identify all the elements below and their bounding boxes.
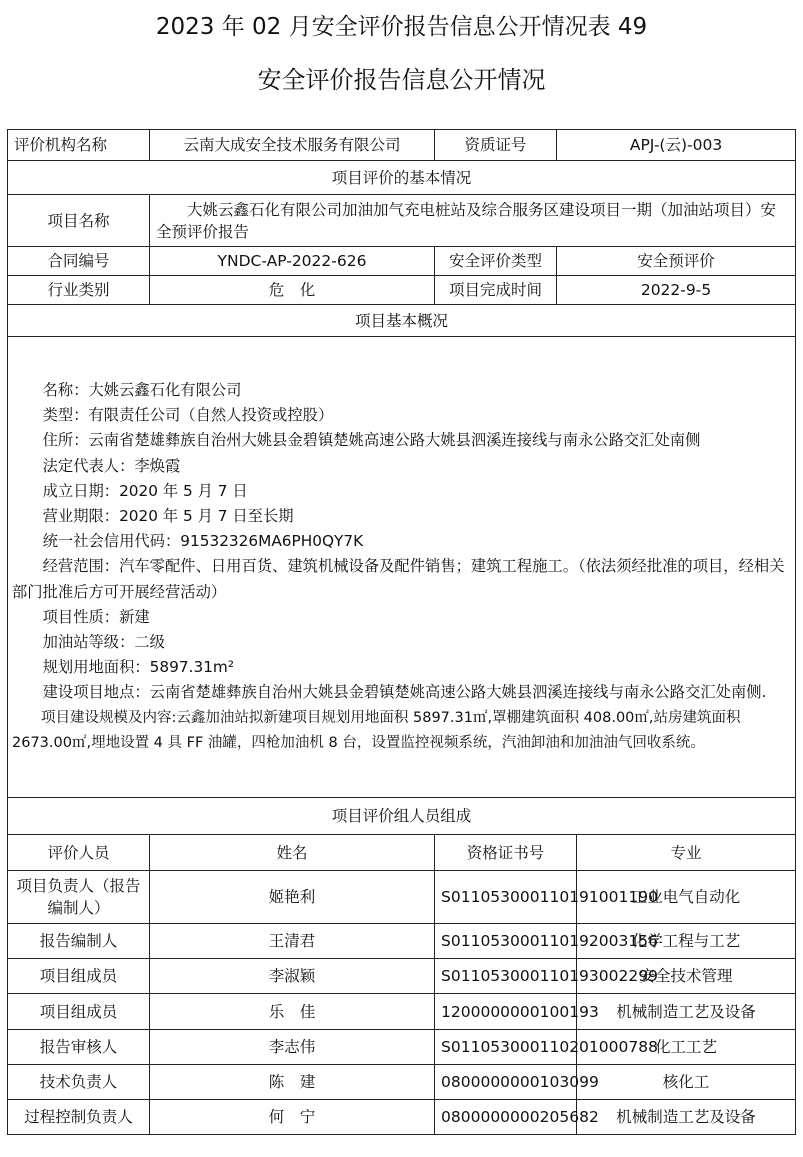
- overview-line: 统一社会信用代码：91532326MA6PH0QY7K: [42, 532, 364, 551]
- overview-line: 建设项目地点：云南省楚雄彝族自治州大姚县金碧镇楚姚高速公路大姚县泗溪连接线与南永公路交汇处南侧.: [42, 683, 767, 702]
- member-name: 何 宁: [150, 1100, 435, 1135]
- overview-line: 项目性质：新建: [42, 607, 150, 626]
- overview-line: 营业期限：2020 年 5 月 7 日至长期: [42, 506, 294, 525]
- member-cert: 0800000000205682: [435, 1100, 577, 1135]
- member-cert: S011053000110193002299: [435, 959, 577, 994]
- member-name: 陈 建: [150, 1065, 435, 1100]
- org-value: 云南大成安全技术服务有限公司: [150, 130, 435, 161]
- member-cert: 0800000000103099: [435, 1065, 577, 1100]
- table-row: [8, 871, 796, 924]
- document-subtitle: 安全评价报告信息公开情况: [257, 66, 546, 94]
- table-row: [8, 994, 796, 1030]
- member-name: 乐 佳: [150, 994, 435, 1030]
- member-role: 过程控制负责人: [8, 1100, 150, 1135]
- overview-line: 成立日期：2020 年 5 月 7 日: [42, 481, 248, 500]
- overview-line: 住所：云南省楚雄彝族自治州大姚县金碧镇楚姚高速公路大姚县泗溪连接线与南永公路交汇处南侧: [42, 431, 701, 450]
- member-role: 报告审核人: [8, 1030, 150, 1065]
- member-major: 机械制造工艺及设备: [577, 994, 796, 1030]
- industry-label: 行业类别: [8, 276, 150, 305]
- member-cert: S011053000110191001190: [435, 871, 577, 924]
- overview-line: 项目建设规模及内容:云鑫加油站拟新建项目规划用地面积 5897.31㎡,罩棚建筑面积 408.00㎡,站房建筑面积 2673.00㎡,埋地设置 4 具 FF 油罐，四枪加油机 8 台，设置监控视频系统，汽油卸油和加油油气回收系统。: [12, 709, 741, 751]
- member-major: 化工工艺: [577, 1030, 796, 1065]
- table-row: [8, 959, 796, 994]
- org-label: 评价机构名称: [8, 130, 150, 161]
- overview-line: 规划用地面积：5897.31m²: [42, 658, 234, 677]
- overview-body: [8, 337, 796, 798]
- member-role: 项目组成员: [8, 959, 150, 994]
- team-heading: 项目评价组人员组成: [8, 798, 796, 835]
- member-major: 安全技术管理: [577, 959, 796, 994]
- finish-label: 项目完成时间: [435, 276, 557, 305]
- overview-line: 加油站等级：二级: [42, 633, 165, 651]
- member-name: 王清君: [150, 924, 435, 959]
- team-header-role: 评价人员: [8, 835, 150, 871]
- table-row: [8, 1100, 796, 1135]
- contract-label: 合同编号: [8, 247, 150, 276]
- member-major: 机械制造工艺及设备: [577, 1100, 796, 1135]
- overview-line: 法定代表人：李焕霞: [42, 456, 181, 475]
- member-role: 报告编制人: [8, 924, 150, 959]
- finish-value: 2022-9-5: [557, 276, 796, 305]
- eval-type-label: 安全评价类型: [435, 247, 557, 276]
- industry-value: 危 化: [150, 276, 435, 305]
- table-row: [8, 1065, 796, 1100]
- member-role: 技术负责人: [8, 1065, 150, 1100]
- member-cert: 1200000000100193: [435, 994, 577, 1030]
- team-header-name: 姓名: [150, 835, 435, 871]
- member-major: 化学工程与工艺: [577, 924, 796, 959]
- team-header-cert: 资格证书号: [435, 835, 577, 871]
- cert-value: APJ-(云)-003: [557, 130, 796, 161]
- project-value: 大姚云鑫石化有限公司加油加气充电桩站及综合服务区建设项目一期（加油站项目）安全预评价报告: [150, 195, 796, 247]
- table-row: [8, 1030, 796, 1065]
- overview-line: 名称：大姚云鑫石化有限公司: [42, 380, 242, 399]
- member-name: 李淑颖: [150, 959, 435, 994]
- member-cert: S011053000110192003156: [435, 924, 577, 959]
- eval-type-value: 安全预评价: [557, 247, 796, 276]
- member-name: 姬艳利: [150, 871, 435, 924]
- info-table: [7, 129, 796, 1135]
- member-major: 核化工: [577, 1065, 796, 1100]
- contract-value: YNDC-AP-2022-626: [150, 247, 435, 276]
- team-header-major: 专业: [577, 835, 796, 871]
- overview-heading: 项目基本概况: [8, 305, 796, 337]
- overview-line: 类型：有限责任公司（自然人投资或控股）: [42, 406, 334, 425]
- overview-line: 经营范围：汽车零配件、日用百货、建筑机械设备及配件销售；建筑工程施工。（依法须经批准的项目，经相关部门批准后方可开展经营活动）: [12, 557, 785, 601]
- basic-heading: 项目评价的基本情况: [8, 161, 796, 195]
- project-label: 项目名称: [8, 195, 150, 247]
- member-major: 工业电气自动化: [577, 871, 796, 924]
- cert-label: 资质证号: [435, 130, 557, 161]
- document-title: 2023 年 02 月安全评价报告信息公开情况表 49: [155, 14, 648, 40]
- member-name: 李志伟: [150, 1030, 435, 1065]
- member-cert: S011053000110201000788: [435, 1030, 577, 1065]
- member-role: 项目组成员: [8, 994, 150, 1030]
- table-row: [8, 924, 796, 959]
- member-role: 项目负责人（报告编制人）: [8, 871, 150, 924]
